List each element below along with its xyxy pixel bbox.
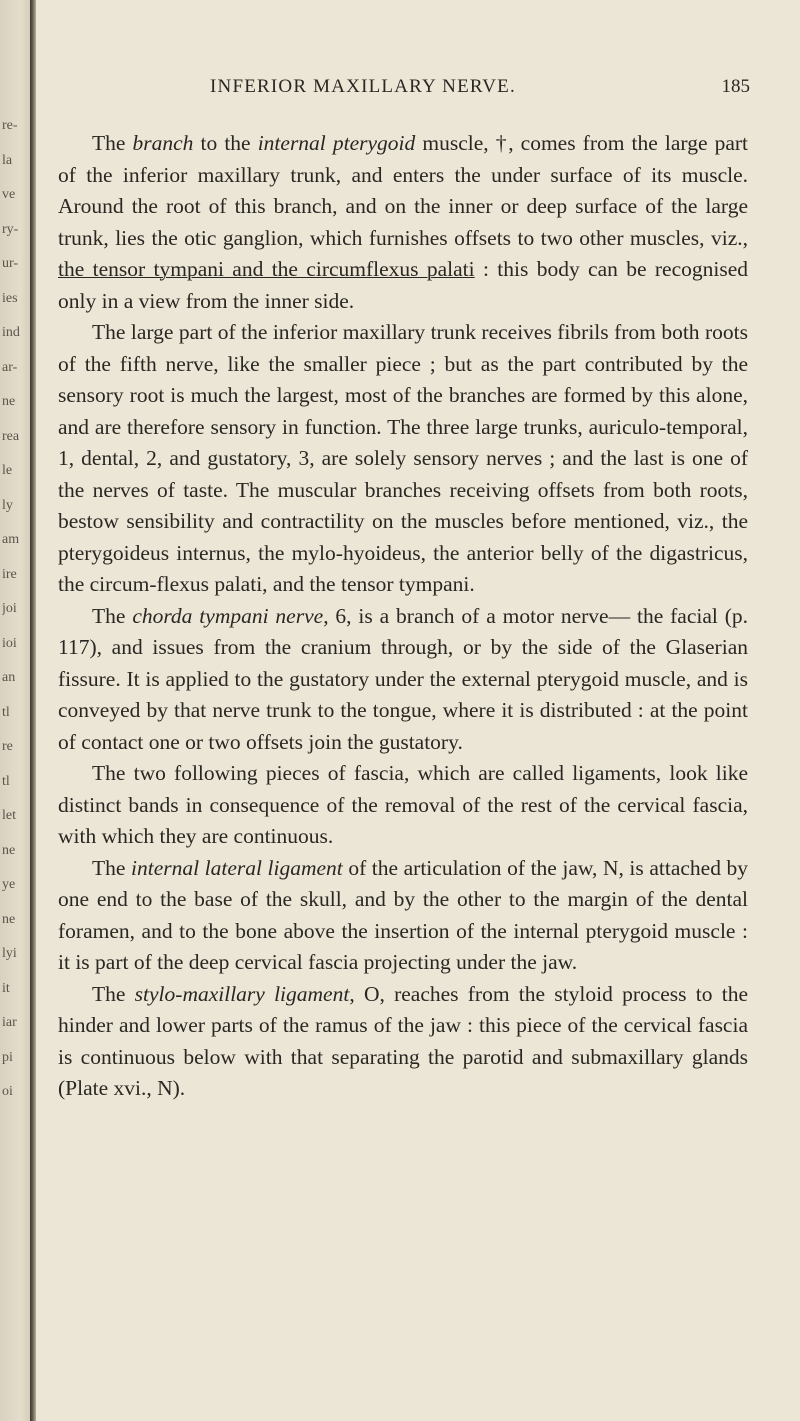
gutter-fragment: oi: [2, 1084, 13, 1099]
text-run: of the articulation of the jaw, N, is attached by one end to the base of the skull, and by the other to the margin of the dental foramen, and to the bone above the insertion of the internal pterygoid muscle : it is part of the deep cervical fascia projecting under the jaw.: [58, 855, 749, 974]
gutter-fragment: ur-: [2, 256, 19, 271]
gutter-fragment: ies: [2, 290, 18, 306]
paragraph: [58, 758, 748, 853]
gutter-fragment: ne: [2, 911, 16, 927]
italic-term: internal lateral ligament: [131, 855, 343, 880]
italic-term: branch: [132, 131, 194, 155]
text-run: The: [92, 855, 131, 880]
paragraph: [58, 317, 748, 601]
page-number: 185: [721, 76, 750, 97]
underlined-text: the tensor tympani and the circumflexus palati: [58, 257, 475, 281]
italic-term: chorda tympani nerve: [132, 603, 324, 628]
gutter-fragment: tl: [2, 773, 10, 789]
gutter-fragment: ly: [2, 497, 13, 513]
gutter-fragment: ye: [2, 877, 16, 892]
italic-term: stylo-maxillary ligament: [134, 981, 350, 1006]
gutter-fragment: ire: [2, 566, 17, 582]
gutter-fragment: let: [2, 808, 16, 823]
text-run: : this body can be recognised only in a view from the inner side.: [58, 257, 748, 313]
gutter-fragment: an: [2, 670, 16, 685]
book-page: [50, 0, 770, 1421]
gutter-fragment: ind: [2, 325, 20, 340]
paragraph: [58, 128, 748, 317]
gutter-fragment: it: [2, 980, 10, 996]
gutter-fragment: ne: [2, 842, 16, 858]
paragraph: [58, 601, 748, 759]
gutter-fragment: am: [2, 532, 20, 547]
gutter-fragment: re: [2, 739, 13, 754]
gutter-fragment: lyi: [2, 946, 17, 961]
text-run: , 6, is a branch of a motor nerve— the facial (p. 117), and issues from the cranium through, or by the side of the Glaserian fissure. It is applied to the gustatory under the external pterygoid muscle, and is conveyed by that nerve trunk to the tongue, where it is distributed : at the point of contact one or two offsets join the gustatory.: [58, 603, 749, 754]
gutter-fragment: rea: [2, 428, 20, 444]
gutter-fragment: tl: [2, 704, 10, 720]
gutter-fragment: le: [2, 463, 13, 478]
gutter-fragment: ry-: [2, 221, 19, 237]
gutter-fragment: ar-: [2, 359, 18, 375]
running-title: INFERIOR MAXILLARY NERVE.: [210, 76, 516, 97]
gutter-fragment: ve: [2, 187, 16, 202]
text-run: The: [92, 981, 135, 1006]
text-run: The: [92, 131, 133, 155]
gutter-fragment: ne: [2, 394, 16, 409]
text-run: to the: [193, 131, 258, 155]
paragraph: [58, 979, 748, 1105]
gutter-fragment: joi: [2, 601, 17, 616]
body-text: [58, 128, 748, 1105]
text-run: , O, reaches from the styloid process to the hinder and lower parts of the ramus of the jaw : this piece of the cervical fascia is continuous below with that separating the parotid and submaxillary glands (Plate xvi., N).: [58, 981, 749, 1100]
paragraph: [58, 853, 748, 979]
running-header: [50, 76, 750, 102]
gutter-fragment: la: [2, 152, 13, 168]
gutter-fragment: re-: [2, 118, 18, 133]
gutter-fragment: pi: [2, 1049, 13, 1065]
italic-term: internal pterygoid: [257, 131, 416, 155]
text-run: The two following pieces of fascia, which are called ligaments, look like distinct bands in consequence of the removal of the rest of the cervical fascia, with which they are continuous.: [58, 761, 748, 848]
text-run: muscle, †, comes from the large part of the inferior maxillary trunk, and enters the under surface of its muscle. Around the root of this branch, and on the inner or deep surface of the large trunk, lies the otic ganglion, which furnishes offsets to two other muscles, viz.,: [58, 131, 748, 250]
binding-shadow: [30, 0, 36, 1421]
gutter-fragment: iar: [2, 1015, 17, 1030]
gutter-fragment: ioi: [2, 635, 17, 651]
text-run: The: [92, 603, 133, 628]
text-run: The large part of the inferior maxillary trunk receives fibrils from both roots of the fifth nerve, like the smaller piece ; but as the part contributed by the sensory root is much the largest, most of the branches are formed by this alone, and are therefore sensory in function. The three large trunks, auriculo-temporal, 1, dental, 2, and gustatory, 3, are solely sensory nerves ; and the last is one of the nerves of taste. The muscular branches receiving offsets from both roots, bestow sensibility and contractility on the muscles before mentioned, viz., the pterygoideus internus, the mylo-hyoideus, the anterior belly of the digastricus, the circum-flexus palati, and the tensor tympani.: [58, 320, 748, 596]
